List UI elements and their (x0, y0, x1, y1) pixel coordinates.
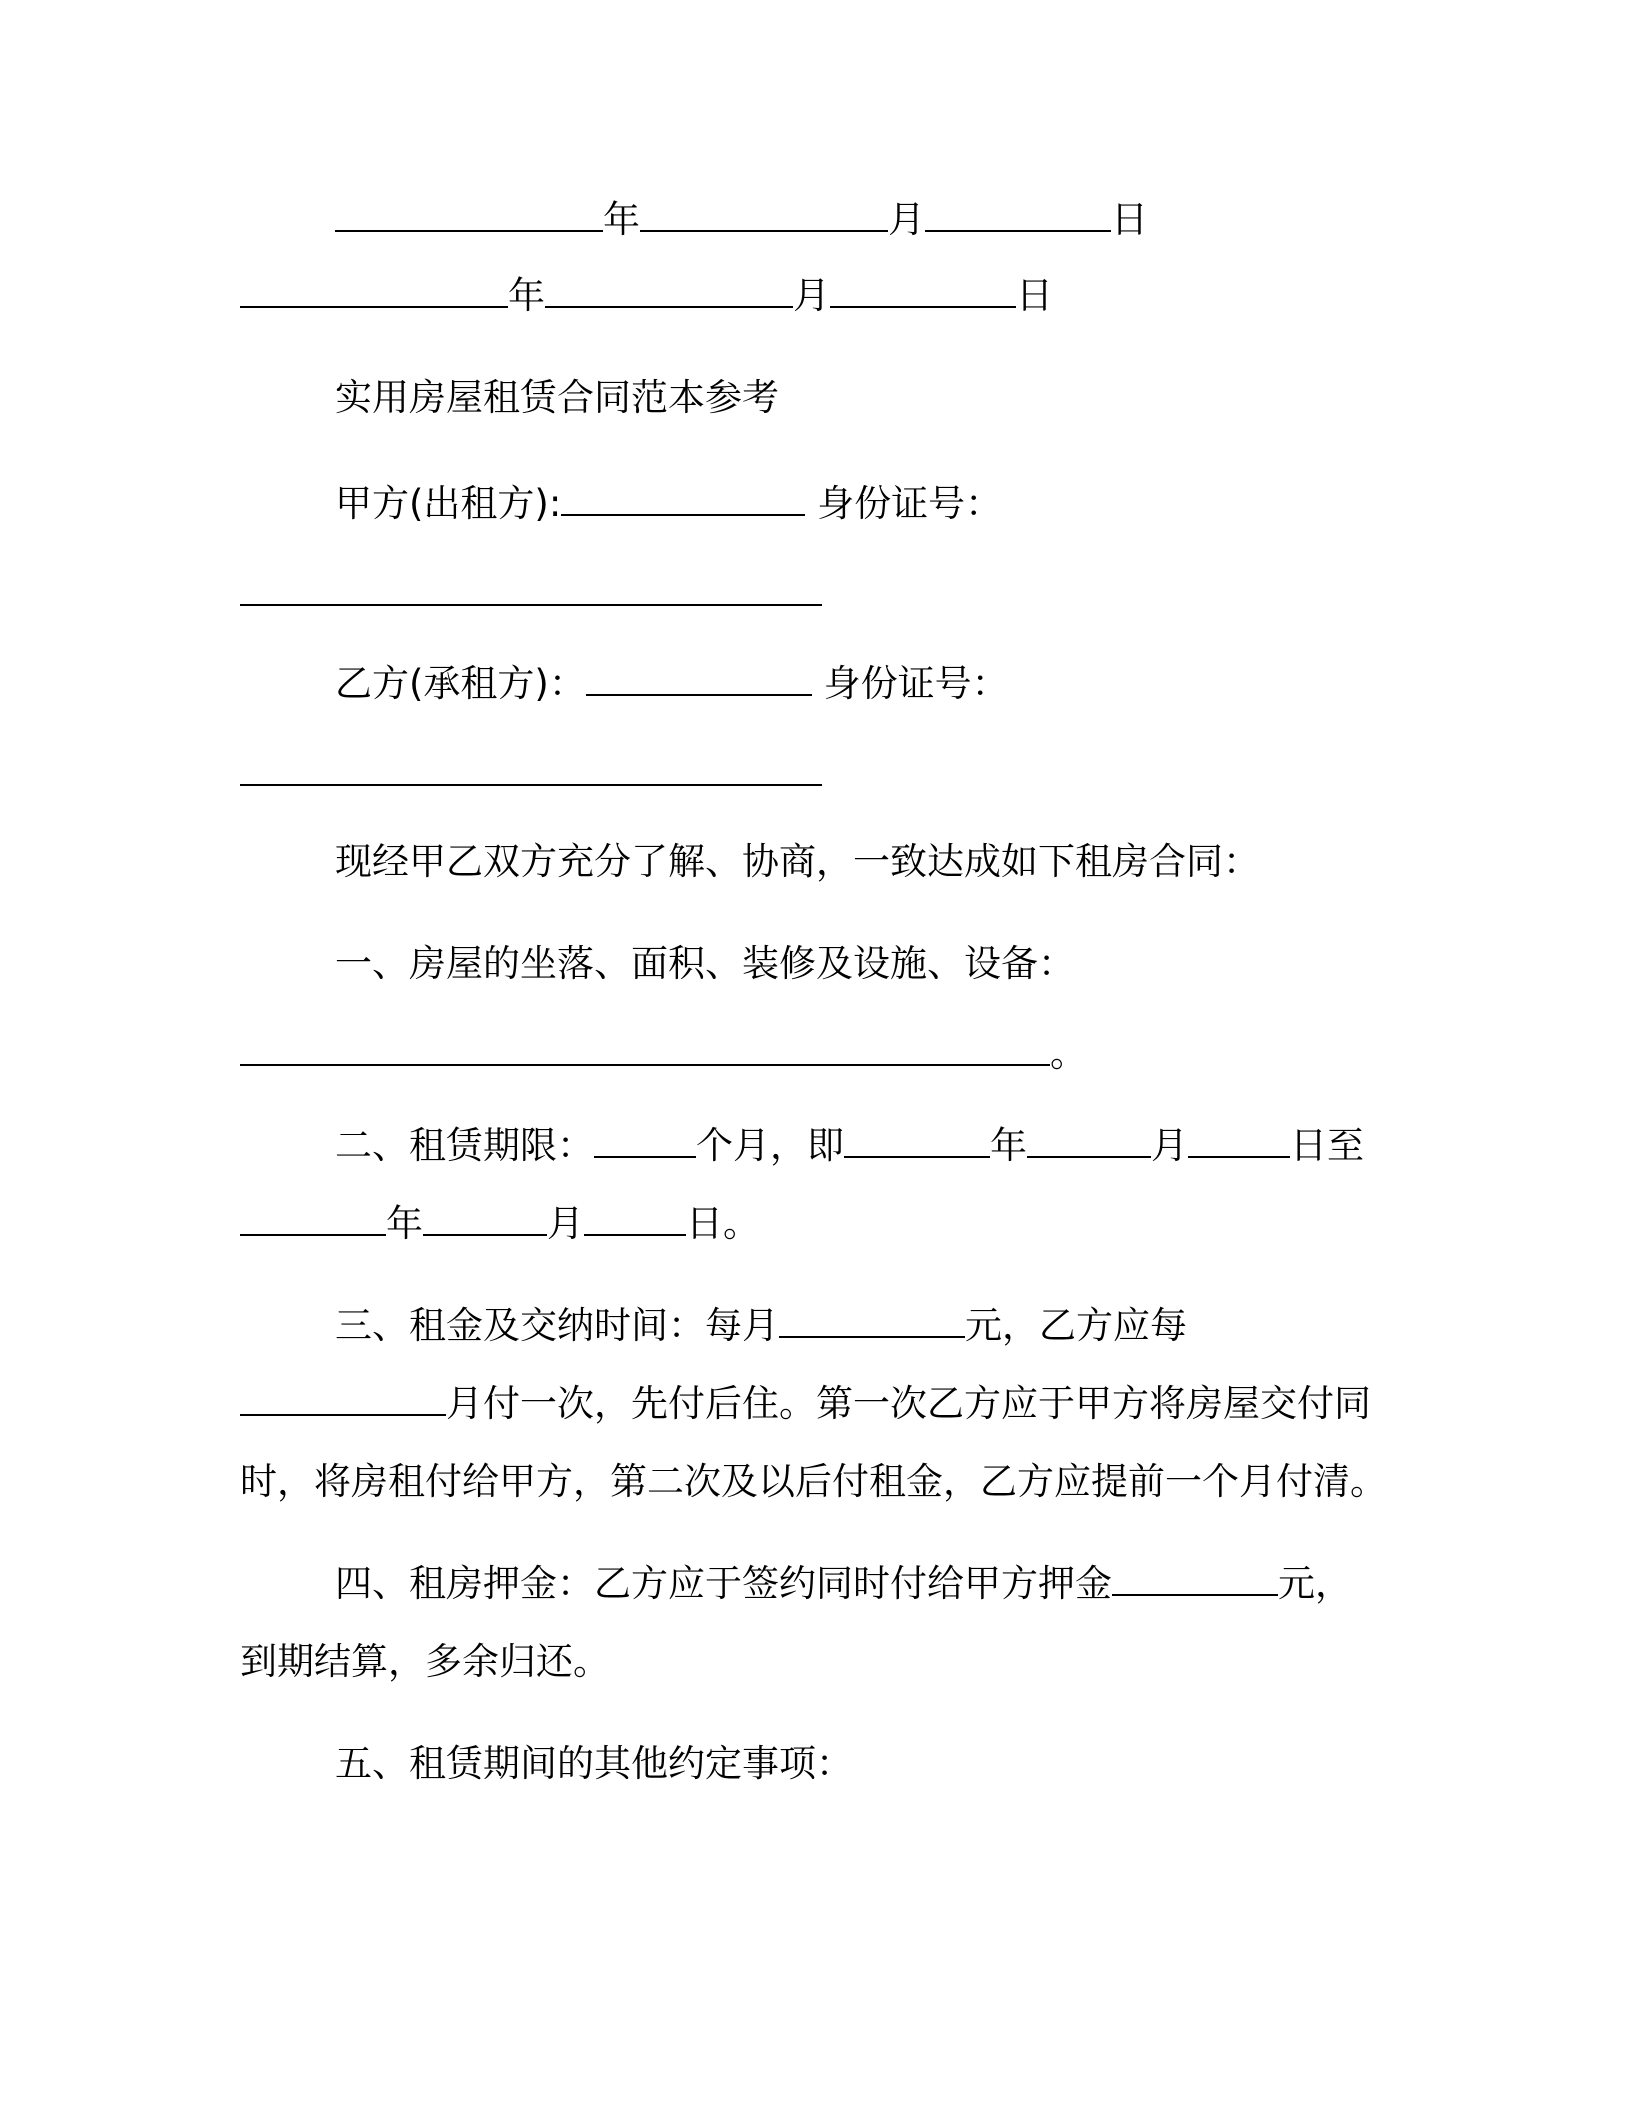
rent-amount-blank (779, 1302, 965, 1338)
party-b-name-blank (586, 660, 812, 696)
party-a-id-blank (240, 570, 822, 606)
start-month-label: 月 (1151, 1124, 1188, 1167)
clause-3-line-3: 时，将房租付给甲方，第二次及以后付租金，乙方应提前一个月付清。 (240, 1460, 1387, 1503)
clause-1-end: 。 (1050, 1032, 1087, 1075)
deposit-yuan-label: 元， (1278, 1562, 1352, 1605)
start-year-blank (844, 1122, 990, 1158)
months-blank (594, 1122, 696, 1158)
start-day-blank (1188, 1122, 1290, 1158)
day-label: 日 (1016, 274, 1053, 317)
start-year-label: 年 (990, 1124, 1027, 1167)
party-b-id-label: 身份证号： (823, 662, 1009, 705)
clause-1-fill-line (240, 1030, 1087, 1078)
date-line-2 (240, 272, 1053, 320)
payment-months-blank (240, 1380, 446, 1416)
clause-3-line-2 (240, 1380, 1371, 1428)
month-blank (545, 272, 793, 308)
party-a-id-line (240, 570, 822, 618)
clause-3-line-1 (335, 1302, 1187, 1350)
end-day-blank (584, 1200, 686, 1236)
party-b-label: 乙方(承租方)： (335, 662, 586, 705)
clause-3-line-2-text: 月付一次，先付后住。第一次乙方应于甲方将房屋交付同 (446, 1382, 1371, 1425)
year-blank (335, 196, 603, 232)
year-label: 年 (508, 274, 545, 317)
intro-paragraph: 现经甲乙双方充分了解、协商，一致达成如下租房合同： (335, 840, 1260, 883)
end-month-blank (423, 1200, 547, 1236)
party-a-name-blank (561, 480, 805, 516)
clause-2-line-1 (335, 1122, 1364, 1170)
clause-3-label: 三、租金及交纳时间：每月 (335, 1304, 779, 1347)
end-year-blank (240, 1200, 386, 1236)
clause-2-label: 二、租赁期限： (335, 1124, 594, 1167)
day-blank (830, 272, 1016, 308)
clause-4-label: 四、租房押金：乙方应于签约同时付给甲方押金 (335, 1562, 1112, 1605)
end-month-label: 月 (547, 1202, 584, 1245)
date-line-1 (335, 196, 1148, 244)
start-month-blank (1027, 1122, 1151, 1158)
start-day-label: 日至 (1290, 1124, 1364, 1167)
year-label: 年 (603, 198, 640, 241)
year-blank (240, 272, 508, 308)
clause-1-blank (240, 1030, 1050, 1066)
rent-yuan-label: 元，乙方应每 (965, 1304, 1187, 1347)
party-b-id-line (240, 750, 822, 798)
party-b-id-blank (240, 750, 822, 786)
clause-4-line-2: 到期结算，多余归还。 (240, 1640, 610, 1683)
end-day-label: 日。 (686, 1202, 760, 1245)
party-a-id-label: 身份证号： (817, 482, 1003, 525)
month-label: 月 (793, 274, 830, 317)
deposit-amount-blank (1112, 1560, 1278, 1596)
party-a-label: 甲方(出租方): (335, 482, 562, 525)
month-blank (640, 196, 888, 232)
party-a-line (335, 480, 1002, 528)
clause-5-text: 五、租赁期间的其他约定事项： (335, 1742, 853, 1785)
day-label: 日 (1111, 198, 1148, 241)
day-blank (925, 196, 1111, 232)
months-label: 个月，即 (696, 1124, 844, 1167)
month-label: 月 (888, 198, 925, 241)
end-year-label: 年 (386, 1202, 423, 1245)
party-b-line (335, 660, 1009, 708)
clause-1-text: 一、房屋的坐落、面积、装修及设施、设备： (335, 942, 1075, 985)
document-title: 实用房屋租赁合同范本参考 (335, 376, 779, 419)
clause-4-line-1 (335, 1560, 1352, 1608)
clause-2-line-2 (240, 1200, 760, 1248)
